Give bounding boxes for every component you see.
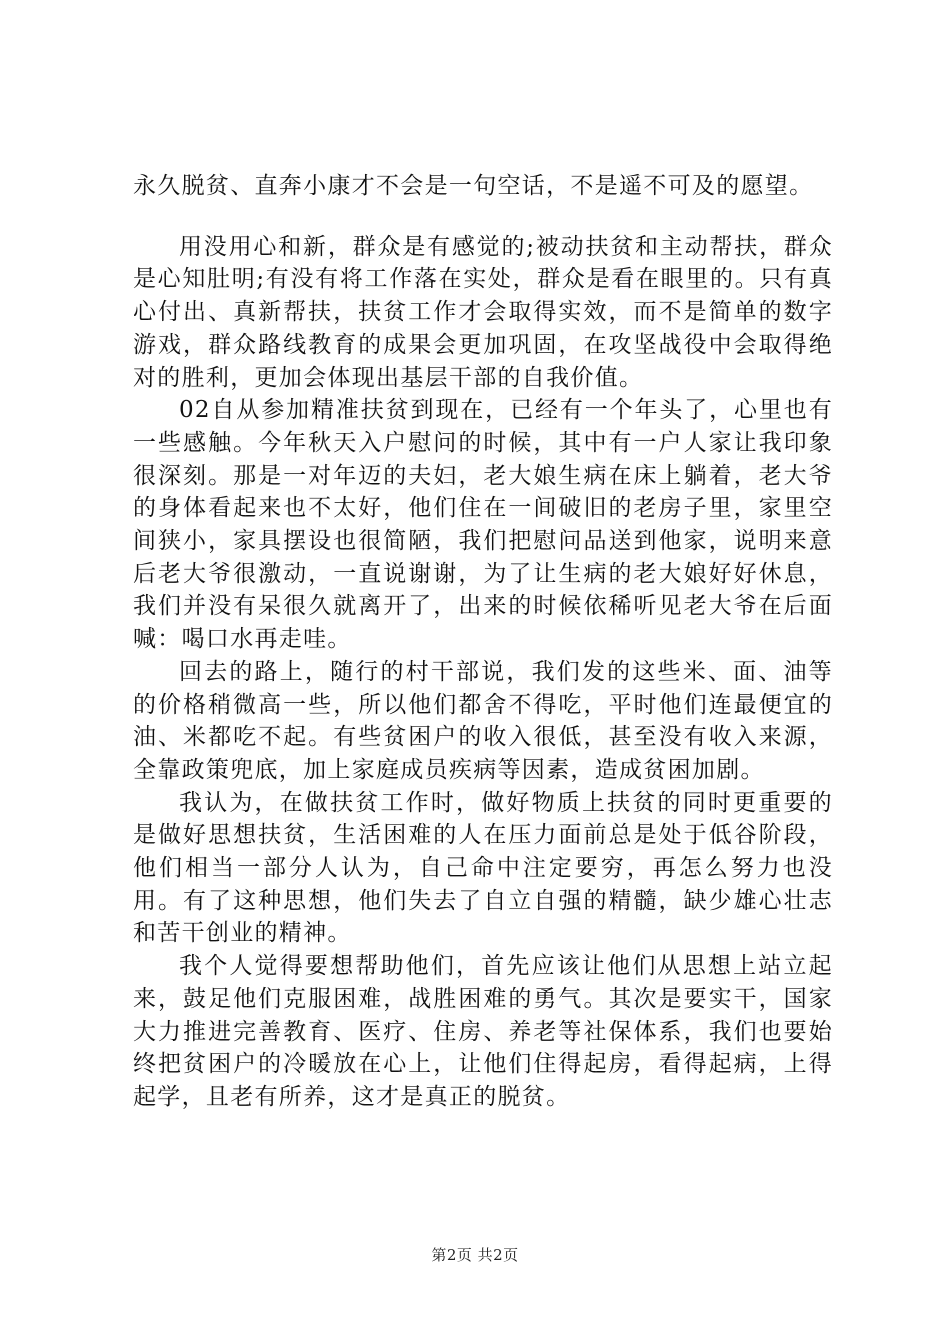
paragraph-continuation: 永久脱贫、直奔小康才不会是一句空话，不是遥不可及的愿望。 (133, 173, 814, 199)
paragraph: 02自从参加精准扶贫到现在，已经有一个年头了，心里也有一些感触。今年秋天入户慰问的时候，其中有一户人家让我印象很深刻。那是一对年迈的夫妇，老大娘生病在床上躺着，老大爷的身体看起来也不太好，他们住在一间破旧的老房子里，家里空间狭小，家具摆设也很简陋，我们把慰问品送到他家，说明来意后老大爷很激动，一直说谢谢，为了让生病的老大娘好好休息，我们并没有呆很久就离开了，出来的时候依稀听见老大爷在后面喊：喝口水再走哇。 (133, 397, 833, 653)
paragraph: 回去的路上，随行的村干部说，我们发的这些米、面、油等的价格稍微高一些，所以他们都舍不得吃，平时他们连最便宜的油、米都吃不起。有些贫困户的收入很低，甚至没有收入来源，全靠政策兜底，加上家庭成员疾病等因素，造成贫困加剧。 (133, 658, 833, 783)
paragraph: 我个人觉得要想帮助他们，首先应该让他们从思想上站立起来，鼓足他们克服困难，战胜困难的勇气。其次是要实干，国家大力推进完善教育、医疗、住房、养老等社保体系，我们也要始终把贫困户的冷暖放在心上，让他们住得起房，看得起病，上得起学，且老有所养，这才是真正的脱贫。 (133, 953, 833, 1110)
paragraph-gap (133, 203, 833, 231)
page-footer-label: 第2页 共2页 (431, 1246, 519, 1264)
paragraph: 我认为，在做扶贫工作时，做好物质上扶贫的同时更重要的是做好思想扶贫，生活困难的人在压力面前总是处于低谷阶段，他们相当一部分人认为，自己命中注定要穷，再怎么努力也没用。有了这种思想，他们失去了自立自强的精髓，缺少雄心壮志和苦干创业的精神。 (133, 789, 833, 947)
paragraph: 用没用心和新，群众是有感觉的;被动扶贫和主动帮扶，群众是心知肚明;有没有将工作落在实处，群众是看在眼里的。只有真心付出、真新帮扶，扶贫工作才会取得实效，而不是简单的数字游戏，群众路线教育的成果会更加巩固，在攻坚战役中会取得绝对的胜利，更加会体现出基层干部的自我价值。 (133, 233, 833, 391)
document-body (133, 170, 833, 1114)
